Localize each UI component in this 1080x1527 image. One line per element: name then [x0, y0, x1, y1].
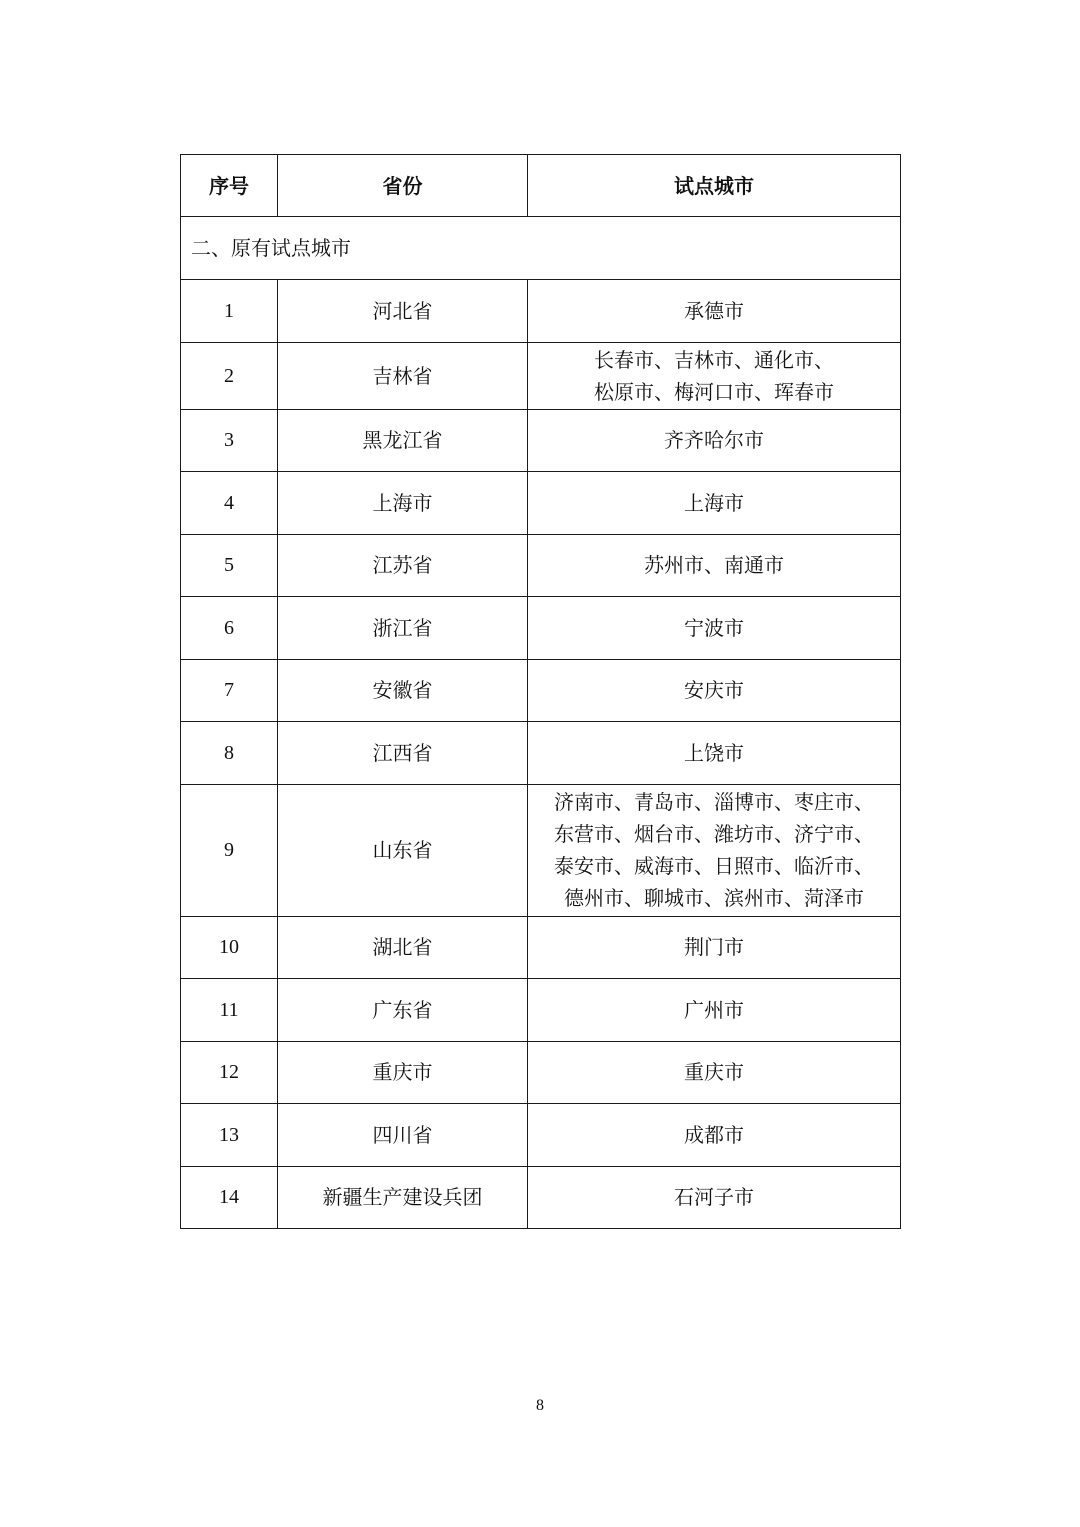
city-list-line: 重庆市: [684, 1060, 744, 1085]
city-list-line: 宁波市: [684, 615, 744, 640]
table-body: [181, 217, 901, 1229]
section-row: [181, 217, 901, 280]
city-list-line: 上海市: [684, 490, 744, 515]
table-row: [181, 280, 901, 343]
city-list-line: 石河子市: [674, 1185, 754, 1210]
page-number: 8: [536, 1397, 544, 1414]
table-row: [181, 1166, 901, 1229]
row-province: 新疆生产建设兵团: [278, 1166, 528, 1229]
city-list-line: 长春市、吉林市、通化市、: [594, 347, 834, 372]
row-province: 广东省: [278, 979, 528, 1042]
city-list-line: 德州市、聊城市、滨州市、菏泽市: [564, 886, 864, 910]
row-province: 江西省: [278, 722, 528, 785]
row-pilot-cities: [528, 342, 901, 409]
table-row: [181, 472, 901, 535]
table-row: [181, 1041, 901, 1104]
row-serial-number: 2: [181, 342, 278, 409]
row-province: 安徽省: [278, 659, 528, 722]
row-pilot-cities: [528, 722, 901, 785]
table-row: [181, 342, 901, 409]
row-serial-number: 11: [181, 979, 278, 1042]
row-serial-number: 13: [181, 1104, 278, 1167]
row-serial-number: 8: [181, 722, 278, 785]
row-serial-number: 9: [181, 784, 278, 916]
city-list-line: 成都市: [684, 1122, 744, 1147]
row-province: 黑龙江省: [278, 409, 528, 472]
table-row: [181, 784, 901, 916]
row-pilot-cities: [528, 1041, 901, 1104]
table-row: [181, 1104, 901, 1167]
row-serial-number: 14: [181, 1166, 278, 1229]
row-pilot-cities: [528, 597, 901, 660]
row-serial-number: 10: [181, 916, 278, 979]
row-province: 四川省: [278, 1104, 528, 1167]
city-list-line: 苏州市、南通市: [644, 553, 784, 578]
table-header-row: [181, 155, 901, 217]
row-pilot-cities: [528, 784, 901, 916]
city-list-line: 安庆市: [684, 678, 744, 703]
row-province: 河北省: [278, 280, 528, 343]
row-province: 江苏省: [278, 534, 528, 597]
table-row: [181, 534, 901, 597]
table-row: [181, 409, 901, 472]
row-pilot-cities: [528, 472, 901, 535]
row-serial-number: 1: [181, 280, 278, 343]
city-list-line: 上饶市: [684, 740, 744, 765]
row-serial-number: 4: [181, 472, 278, 535]
city-list-line: 承德市: [684, 298, 744, 323]
table-row: [181, 979, 901, 1042]
row-province: 吉林省: [278, 342, 528, 409]
row-province: 浙江省: [278, 597, 528, 660]
row-pilot-cities: [528, 1166, 901, 1229]
row-pilot-cities: [528, 280, 901, 343]
row-pilot-cities: [528, 409, 901, 472]
header-serial-number: 序号: [181, 155, 278, 217]
row-pilot-cities: [528, 979, 901, 1042]
row-pilot-cities: [528, 916, 901, 979]
row-pilot-cities: [528, 534, 901, 597]
row-pilot-cities: [528, 659, 901, 722]
row-province: 上海市: [278, 472, 528, 535]
header-province: 省份: [278, 155, 528, 217]
row-pilot-cities: [528, 1104, 901, 1167]
row-serial-number: 6: [181, 597, 278, 660]
city-list-line: 荆门市: [684, 935, 744, 960]
section-title: 二、原有试点城市: [181, 217, 901, 280]
row-serial-number: 7: [181, 659, 278, 722]
city-list-line: 泰安市、威海市、日照市、临沂市、: [554, 854, 874, 878]
row-serial-number: 12: [181, 1041, 278, 1104]
city-list-line: 济南市、青岛市、淄博市、枣庄市、: [554, 790, 874, 814]
row-province: 湖北省: [278, 916, 528, 979]
pilot-cities-table: [180, 154, 901, 1229]
header-pilot-cities: 试点城市: [528, 155, 901, 217]
city-list-line: 松原市、梅河口市、珲春市: [594, 379, 834, 404]
city-list-line: 齐齐哈尔市: [664, 428, 764, 453]
table-row: [181, 916, 901, 979]
row-serial-number: 5: [181, 534, 278, 597]
row-province: 山东省: [278, 784, 528, 916]
row-province: 重庆市: [278, 1041, 528, 1104]
table-row: [181, 659, 901, 722]
row-serial-number: 3: [181, 409, 278, 472]
city-list-line: 广州市: [684, 997, 744, 1022]
table-row: [181, 722, 901, 785]
city-list-line: 东营市、烟台市、潍坊市、济宁市、: [554, 822, 874, 846]
table-row: [181, 597, 901, 660]
